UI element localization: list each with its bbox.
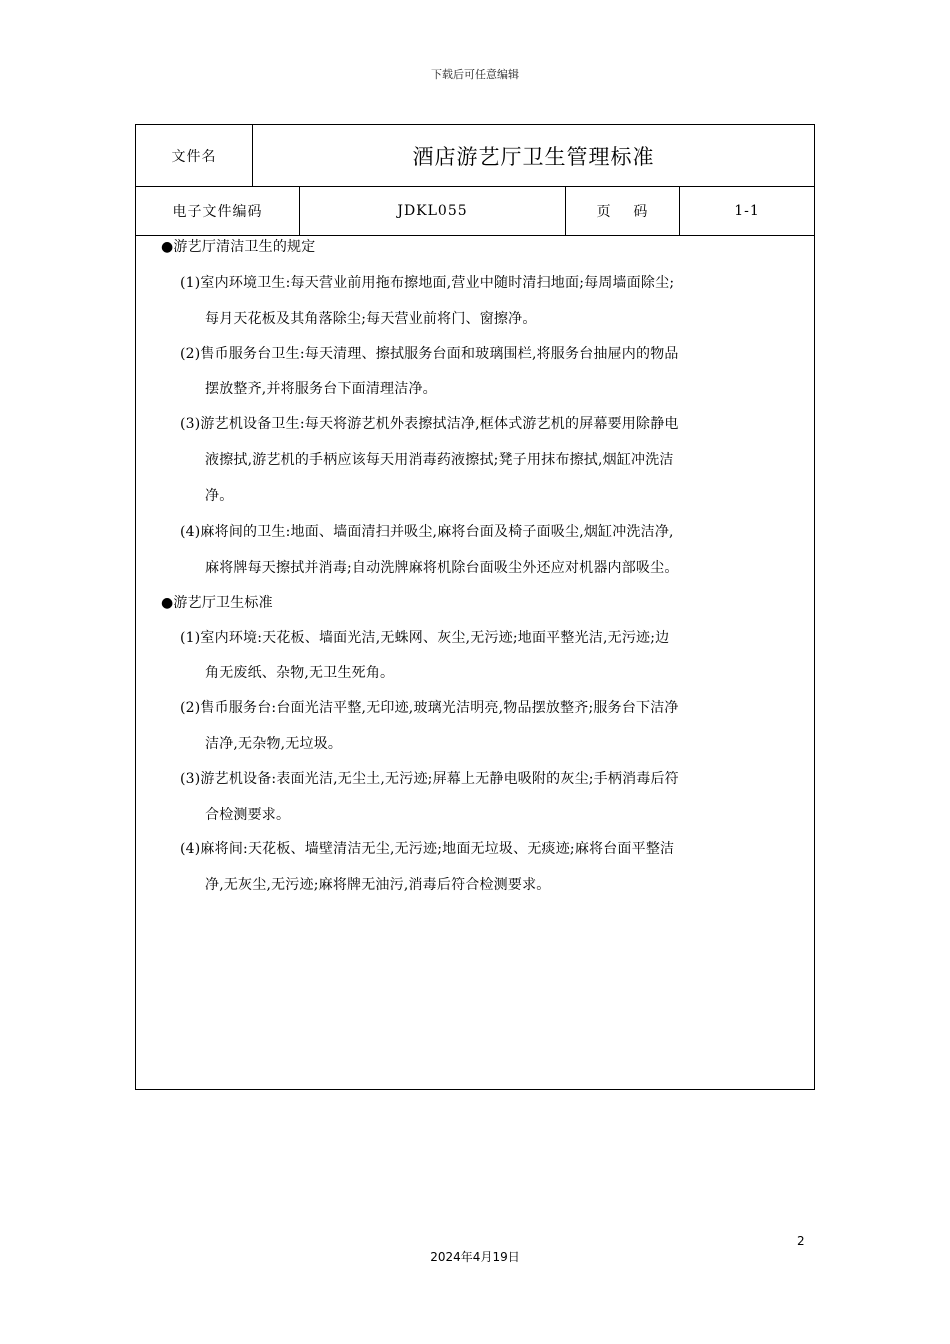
rule-4-line-2: 麻将牌每天擦拭并消毒;自动洗牌麻将机除台面吸尘外还应对机器内部吸尘。 — [205, 560, 679, 576]
rule-3-line-3: 净。 — [205, 488, 234, 504]
footer-date: 2024年4月19日 — [430, 1250, 520, 1264]
file-name-label: 文件名 — [171, 148, 217, 165]
rule-4-line-1: (4)麻将间的卫生:地面、墙面清扫并吸尘,麻将台面及椅子面吸尘,烟缸冲洗洁净, — [180, 524, 674, 540]
document-title: 酒店游艺厅卫生管理标准 — [412, 144, 655, 169]
section-heading-standards: ●游艺厅卫生标准 — [161, 595, 273, 611]
code-row — [136, 186, 814, 236]
standard-3-line-1: (3)游艺机设备:表面光洁,无尘土,无污迹;屏幕上无静电吸附的灰尘;手柄消毒后符 — [180, 771, 679, 787]
document-table — [135, 124, 815, 1090]
title-row — [136, 125, 814, 187]
standard-4-line-2: 净,无灰尘,无污迹;麻将牌无油污,消毒后符合检测要求。 — [205, 877, 551, 893]
header-note: 下载后可任意编辑 — [431, 68, 519, 81]
rule-1-line-1: (1)室内环境卫生:每天营业前用拖布擦地面,营业中随时清扫地面;每周墙面除尘; — [180, 275, 675, 291]
rule-2-line-1: (2)售币服务台卫生:每天清理、擦拭服务台面和玻璃围栏,将服务台抽屉内的物品 — [180, 346, 679, 362]
code-label: 电子文件编码 — [172, 203, 263, 220]
page-number: 2 — [797, 1234, 805, 1248]
standard-1-line-1: (1)室内环境:天花板、墙面光洁,无蛛网、灰尘,无污迹;地面平整光洁,无污迹;边 — [180, 630, 670, 646]
standard-4-line-1: (4)麻将间:天花板、墙壁清洁无尘,无污迹;地面无垃圾、无痰迹;麻将台面平整洁 — [180, 841, 675, 857]
code-value: JDKL055 — [397, 202, 468, 219]
standard-1-line-2: 角无废纸、杂物,无卫生死角。 — [205, 665, 395, 681]
rule-1-line-2: 每月天花板及其角落除尘;每天营业前将门、窗擦净。 — [205, 311, 537, 327]
section-heading-cleaning-rules: ●游艺厅清洁卫生的规定 — [161, 239, 316, 255]
rule-2-line-2: 摆放整齐,并将服务台下面清理洁净。 — [205, 381, 437, 397]
page-value: 1-1 — [734, 202, 760, 219]
rule-3-line-1: (3)游艺机设备卫生:每天将游艺机外表擦拭洁净,框体式游艺机的屏幕要用除静电 — [180, 416, 679, 432]
standard-2-line-2: 洁净,无杂物,无垃圾。 — [205, 736, 343, 752]
standard-2-line-1: (2)售币服务台:台面光洁平整,无印迹,玻璃光洁明亮,物品摆放整齐;服务台下洁净 — [180, 700, 679, 716]
standard-3-line-2: 合检测要求。 — [205, 807, 291, 823]
rule-3-line-2: 液擦拭,游艺机的手柄应该每天用消毒药液擦拭;凳子用抹布擦拭,烟缸冲洗洁 — [205, 452, 674, 468]
page-label: 页 码 — [596, 203, 649, 220]
